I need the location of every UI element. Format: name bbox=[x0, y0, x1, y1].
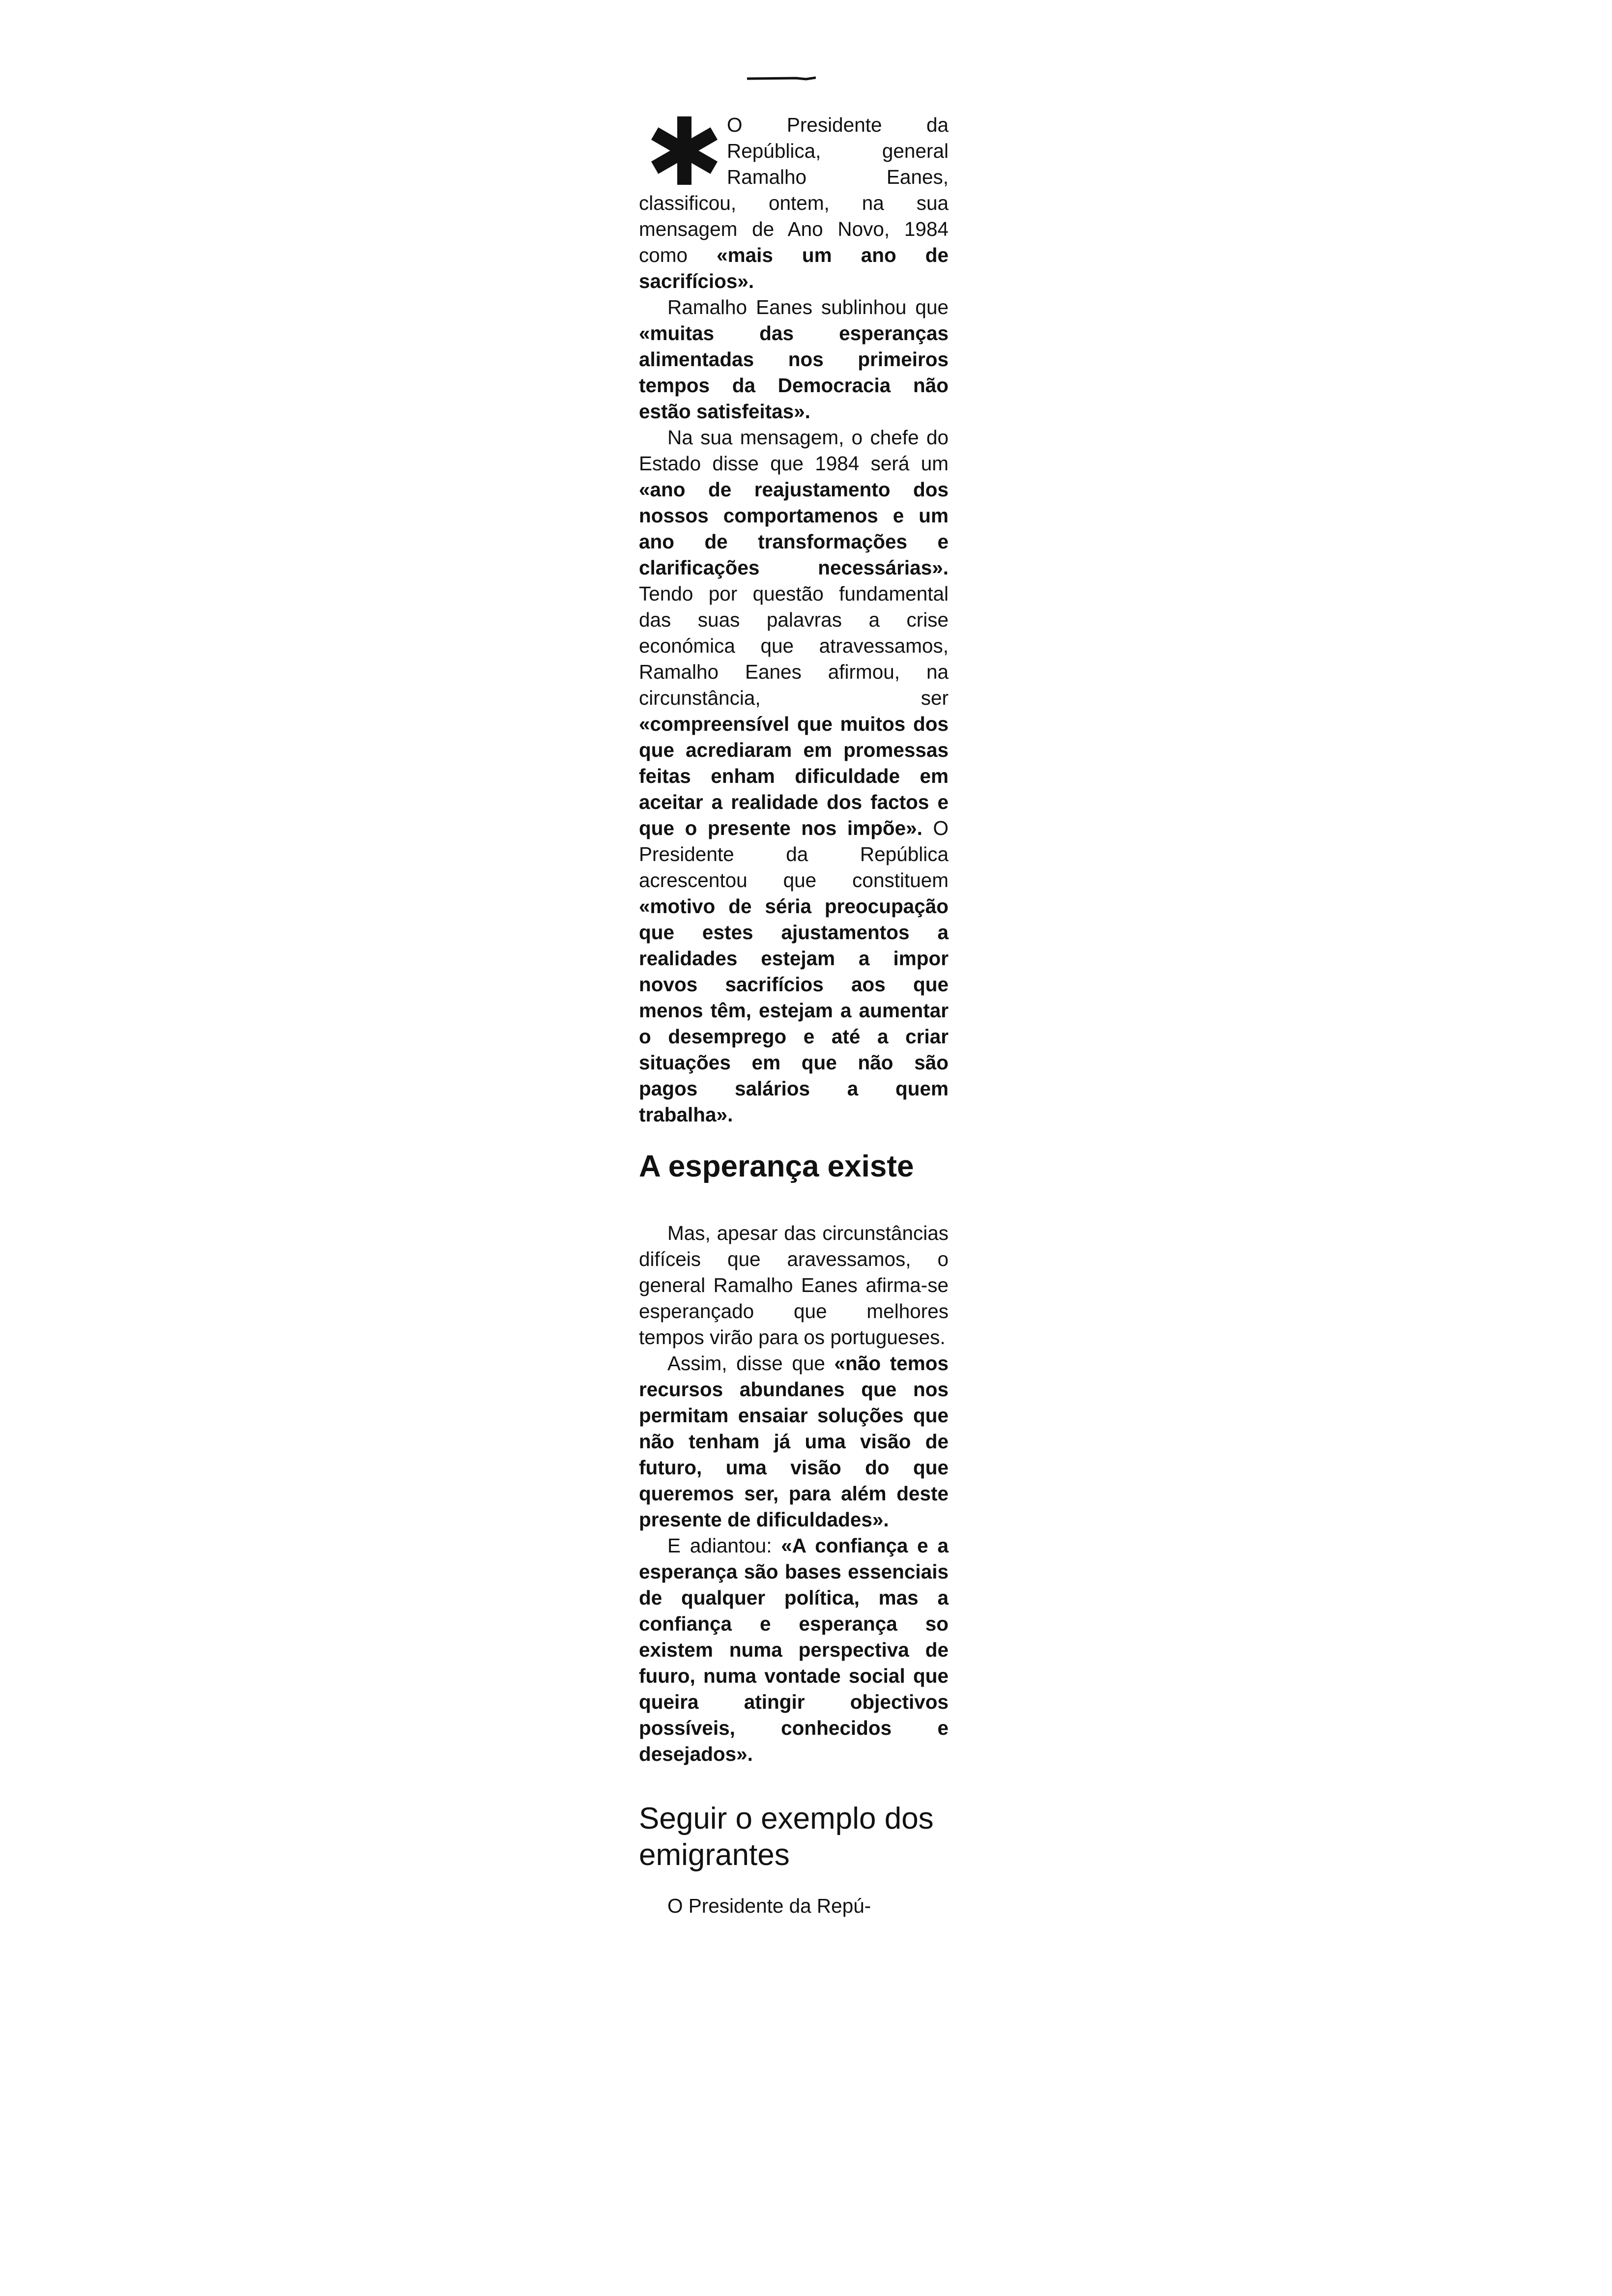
body-section-1 bbox=[639, 294, 949, 1128]
decorative-rule bbox=[747, 76, 816, 81]
lead-block bbox=[639, 112, 949, 294]
body-paragraph bbox=[639, 425, 949, 1128]
subhead-a-esperanca-existe: A esperança existe bbox=[639, 1149, 914, 1183]
body-paragraph bbox=[639, 1350, 949, 1533]
text-run: O Presidente da República acrescentou que constituem bbox=[639, 817, 949, 891]
article-column bbox=[639, 112, 949, 1919]
bold-quote: «muitas das esperanças alimentadas nos primeiros tempos da Democracia não estão satisfeitas». bbox=[639, 322, 949, 423]
body-paragraph bbox=[639, 1533, 949, 1767]
body-paragraph bbox=[639, 1220, 949, 1350]
bold-quote: «motivo de séria preocupação que estes ajustamentos a realidades estejam a impor novos sacrifícios aos que menos têm, estejam a aumentar o desemprego e até a criar situações em que não são pagos salários a quem trabalha». bbox=[639, 895, 949, 1126]
bold-quote: «não temos recursos abundanes que nos permitam ensaiar soluções que não tenham já uma visão de futuro, uma visão do que queremos ser, para além deste presente de dificuldades». bbox=[639, 1352, 949, 1531]
text-run: Ramalho Eanes sublinhou que bbox=[667, 296, 949, 318]
trailing-paragraph: O Presidente da Repú- bbox=[667, 1894, 871, 1917]
text-run: Tendo por questão fundamental das suas palavras a crise económica que atravessamos, Ramalho Eanes afirmou, na circunstância, ser bbox=[639, 582, 949, 709]
text-run: Assim, disse que bbox=[667, 1352, 835, 1375]
text-run: Mas, apesar das circunstâncias difíceis que aravessamos, o general Ramalho Eanes afirma-se esperançado que melhores tempos virão para os portugueses. bbox=[639, 1222, 949, 1349]
bold-quote: «ano de reajustamento dos nossos comportamenos e um ano de transformações e clarificações necessárias». bbox=[639, 478, 949, 579]
body-section-2 bbox=[639, 1220, 949, 1767]
text-run: E adiantou: bbox=[667, 1534, 781, 1557]
bold-quote: «A confiança e a esperança são bases essenciais de qualquer política, mas a confiança e esperança so existem numa perspectiva de fuuro, numa vontade social que queira atingir objectivos possíveis, conhecidos e desejados». bbox=[639, 1534, 949, 1765]
text-run: Na sua mensagem, o chefe do Estado disse que 1984 será um bbox=[639, 426, 949, 475]
bold-quote: «mais um ano de sacrifícios». bbox=[639, 244, 949, 292]
subhead-seguir-o-exemplo: Seguir o exemplo dos emigrantes bbox=[639, 1802, 934, 1872]
bold-quote: «compreensível que muitos dos que acrediaram em promessas feitas enham dificuldade em aceitar a realidade dos factos e que o presente nos impõe». bbox=[639, 713, 949, 839]
text-run: O Presidente da República, general Ramalho Eanes, classificou, ontem, na sua mensagem de Ano Novo, 1984 como bbox=[639, 114, 949, 266]
asterisk-icon bbox=[649, 115, 720, 186]
body-paragraph bbox=[639, 294, 949, 425]
